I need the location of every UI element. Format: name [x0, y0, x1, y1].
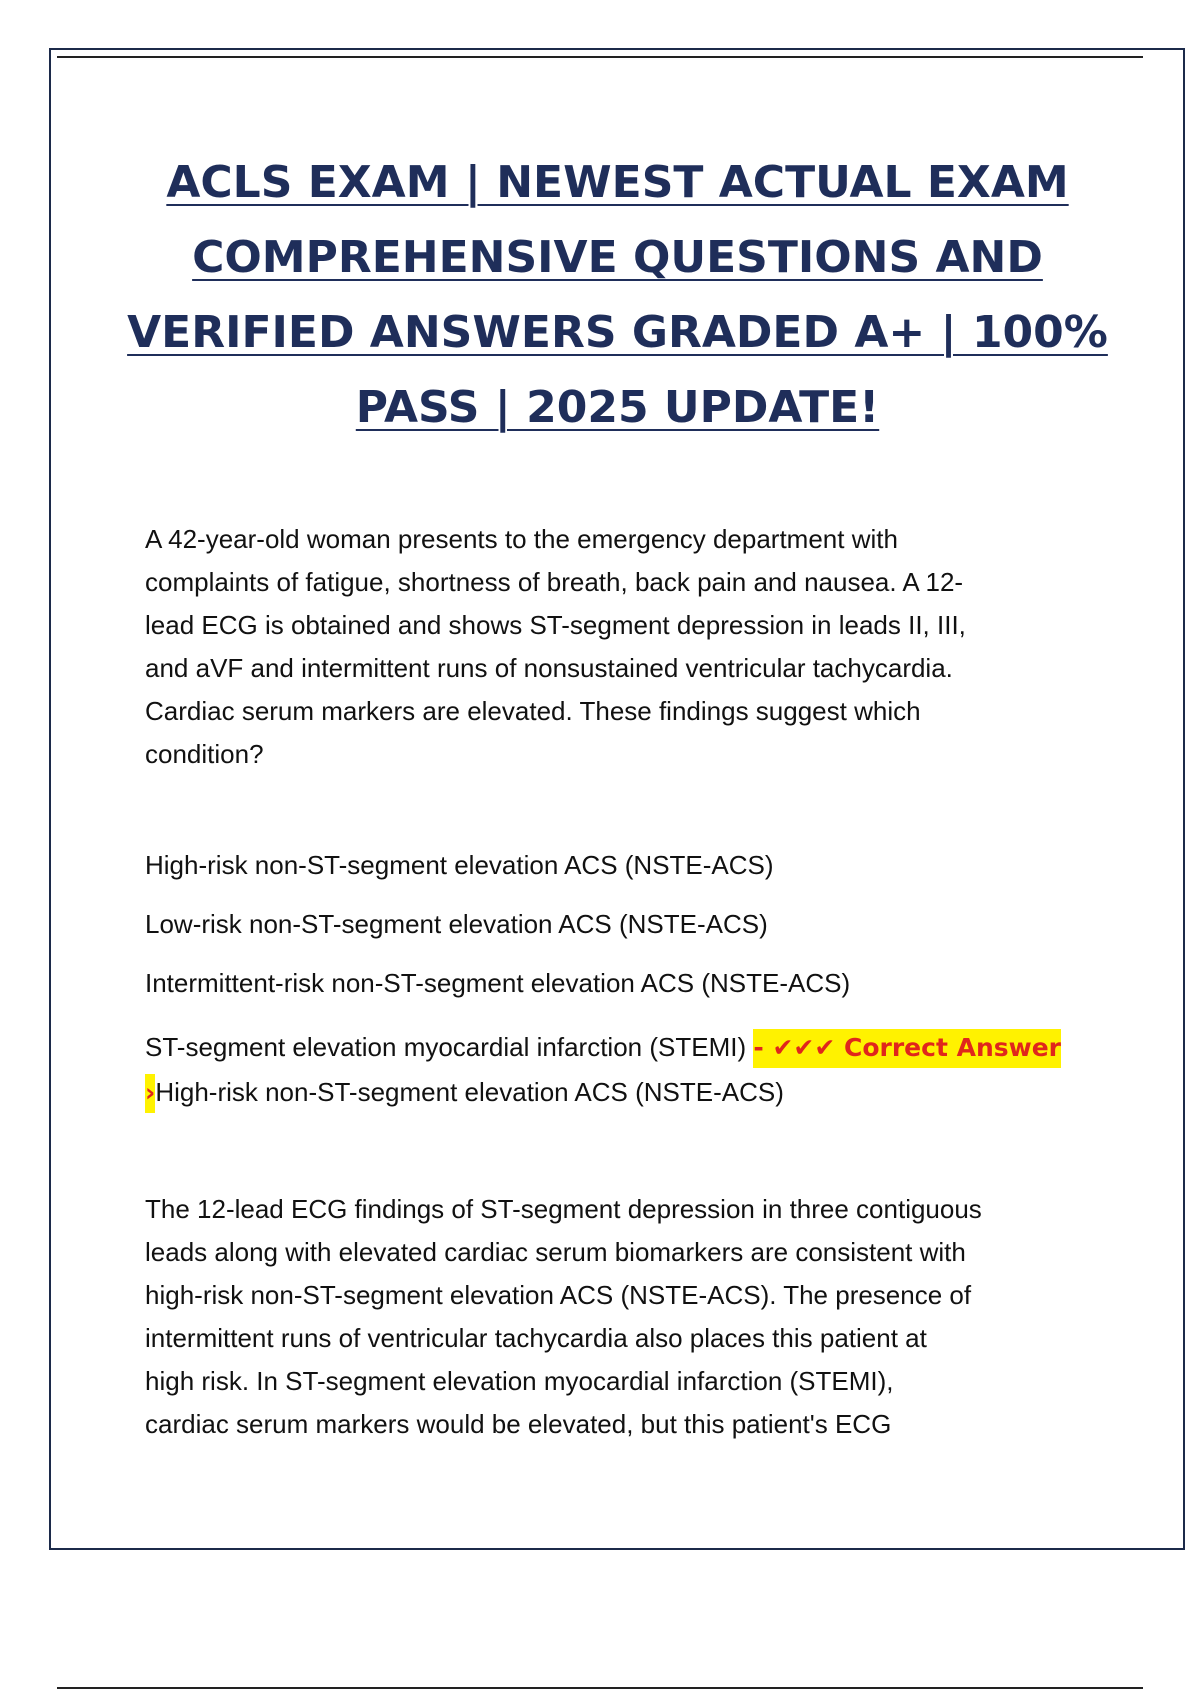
answer-option-with-answer — [145, 1025, 1095, 1115]
question-line: complaints of fatigue, shortness of breath, back pain and nausea. A 12- — [145, 567, 964, 597]
question-line: Cardiac serum markers are elevated. These findings suggest which — [145, 696, 921, 726]
answer-option: Low-risk non-ST-segment elevation ACS (NSTE-ACS) — [145, 909, 768, 939]
explanation-line: leads along with elevated cardiac serum biomarkers are consistent with — [145, 1237, 966, 1267]
explanation-line: intermittent runs of ventricular tachycardia also places this patient at — [145, 1323, 927, 1353]
question-line: A 42-year-old woman presents to the emergency department with — [145, 524, 898, 554]
answer-options — [145, 848, 1095, 1140]
question-line: condition? — [145, 739, 264, 769]
bottom-divider — [57, 1687, 1143, 1689]
question-line: and aVF and intermittent runs of nonsustained ventricular tachycardia. — [145, 653, 953, 683]
top-divider — [57, 56, 1143, 58]
answer-option: High-risk non-ST-segment elevation ACS (NSTE-ACS) — [145, 850, 774, 880]
answer-explanation — [145, 1188, 1095, 1446]
answer-option: Intermittent-risk non-ST-segment elevation ACS (NSTE-ACS) — [145, 968, 851, 998]
question-text — [145, 518, 1095, 776]
correct-answer-marker: - ✔✔✔ Correct Answer › — [145, 1029, 1061, 1113]
explanation-line: The 12-lead ECG findings of ST-segment depression in three contiguous — [145, 1194, 982, 1224]
explanation-line: high risk. In ST-segment elevation myocardial infarction (STEMI), — [145, 1366, 894, 1396]
document-title — [100, 145, 1135, 445]
explanation-line: high-risk non-ST-segment elevation ACS (NSTE-ACS). The presence of — [145, 1280, 972, 1310]
title-line: ACLS EXAM | NEWEST ACTUAL EXAM — [166, 157, 1069, 208]
title-line: PASS | 2025 UPDATE! — [355, 382, 880, 433]
question-line: lead ECG is obtained and shows ST-segment depression in leads II, III, — [145, 610, 966, 640]
answer-option: ST-segment elevation myocardial infarction (STEMI) — [145, 1032, 747, 1062]
explanation-line: cardiac serum markers would be elevated, but this patient's ECG — [145, 1409, 892, 1439]
correct-answer-text: High-risk non-ST-segment elevation ACS (NSTE-ACS) — [155, 1077, 784, 1107]
title-line: VERIFIED ANSWERS GRADED A+ | 100% — [127, 307, 1108, 358]
title-line: COMPREHENSIVE QUESTIONS AND — [192, 232, 1043, 283]
